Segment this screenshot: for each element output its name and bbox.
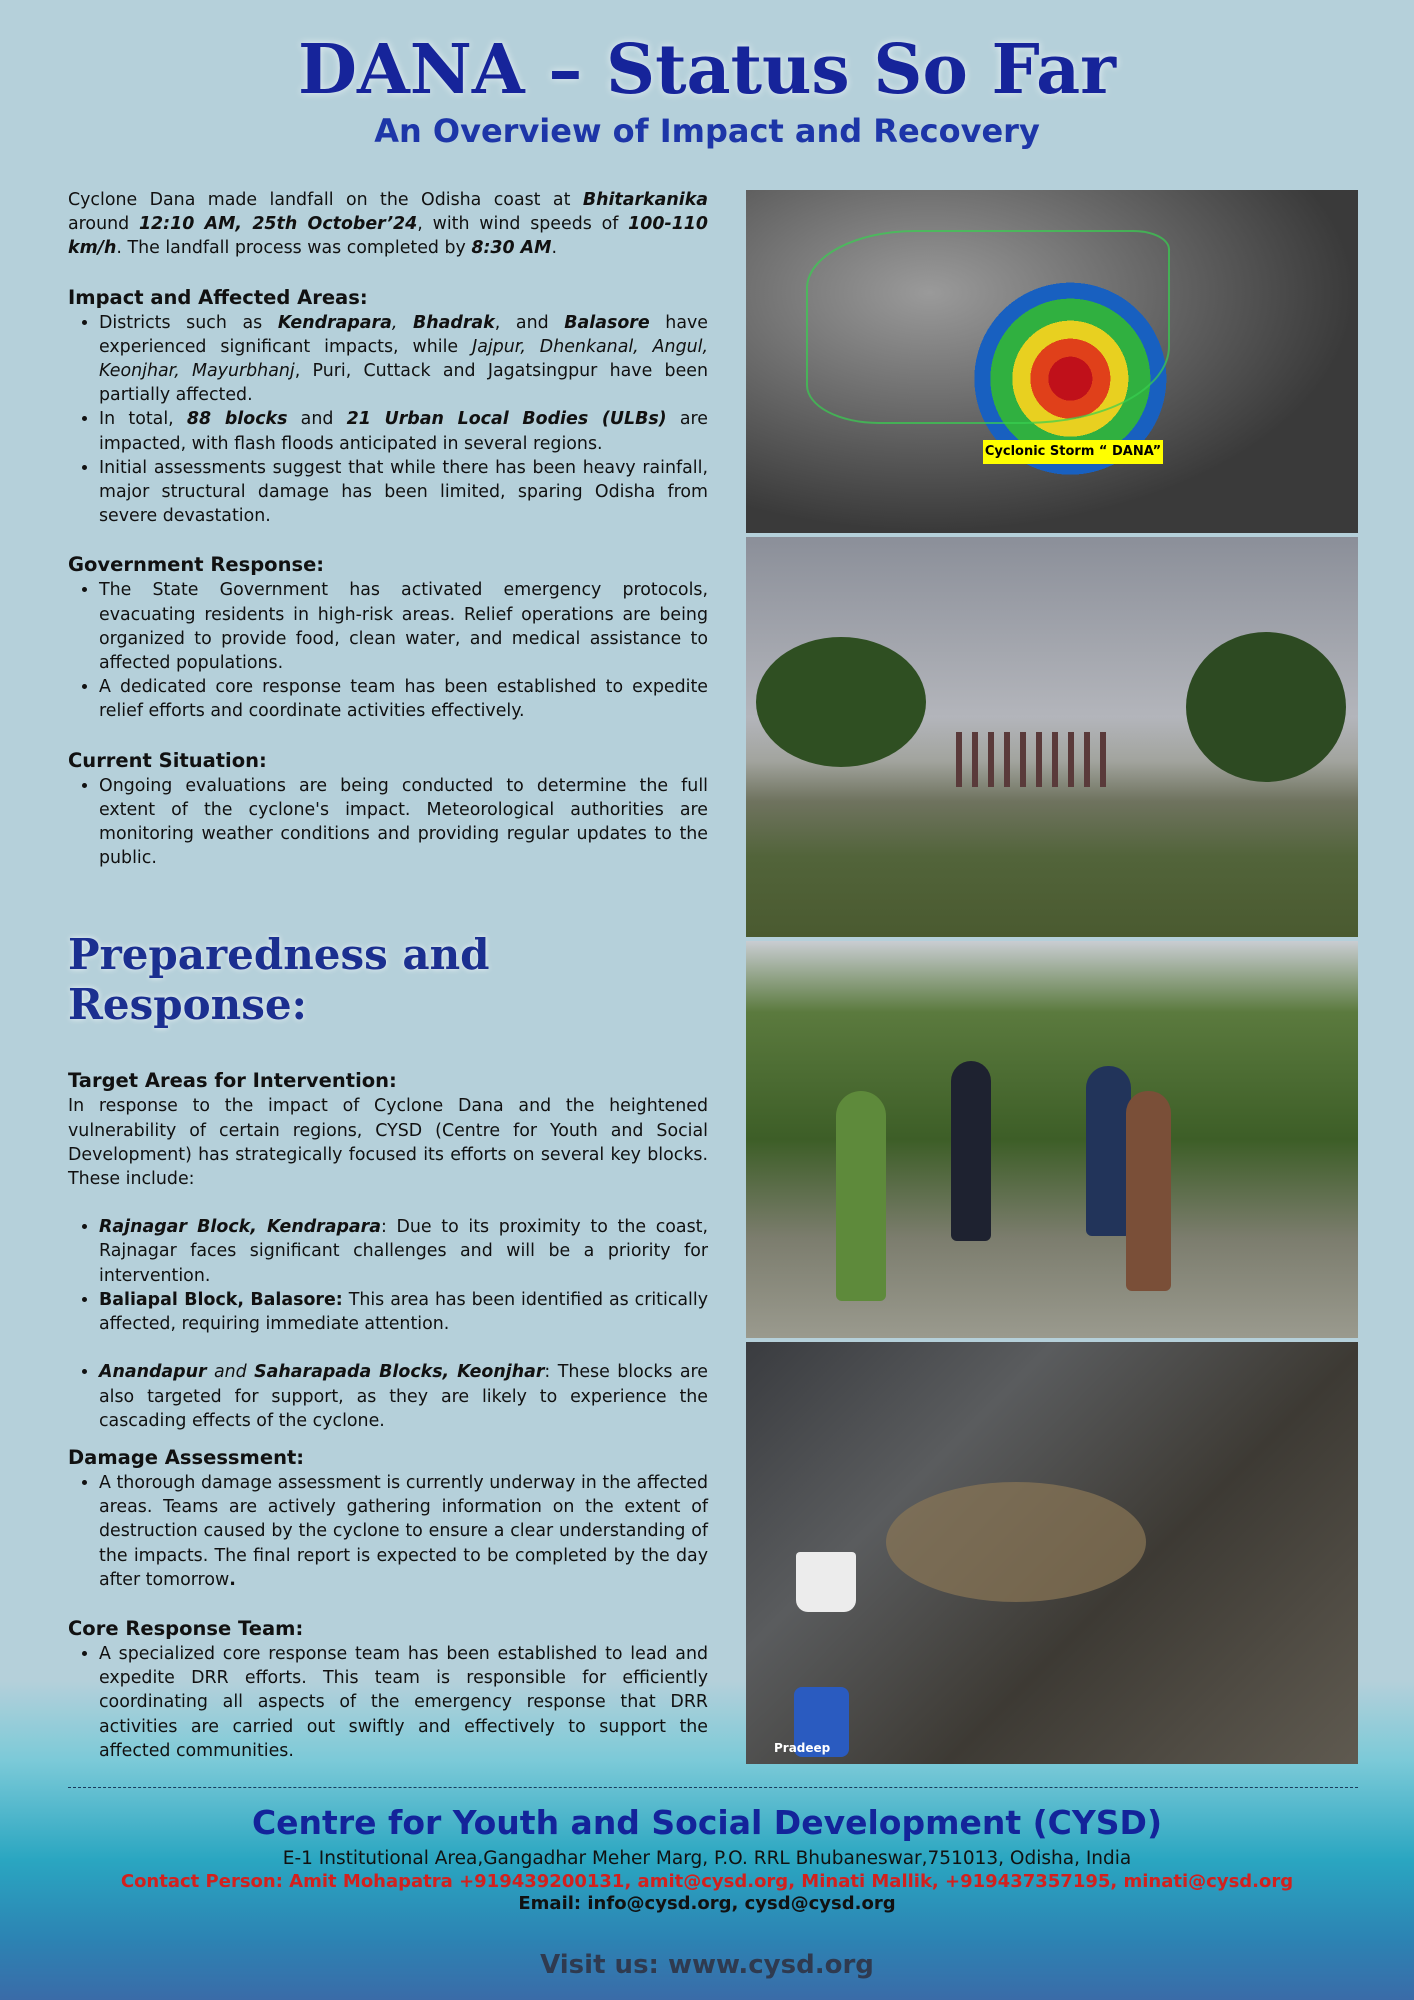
target-heading: Target Areas for Intervention: [68,1069,397,1093]
target-list [68,1215,708,1336]
person-shape [951,1061,991,1241]
photo-column [746,190,1358,1768]
list-item: • A specialized core response team has been established to lead and expedite DRR efforts. This team is responsible for efficiently coordinating all aspects of the emergency response that DRR activities are carried out swiftly and effectively to support the affected communities. [99,1642,708,1763]
organization-address: E-1 Institutional Area,Gangadhar Meher Marg, P.O. RRL Bhubaneswar,751013, Odisha, India [282,1848,1132,1869]
government-heading: Government Response: [68,553,325,577]
current-heading: Current Situation: [68,748,267,772]
website-line: Visit us: www.cysd.org [540,1950,874,1980]
current-list [68,774,708,871]
contact-line: Contact Person: Amit Mohapatra +919439200131, amit@cysd.org, Minati Mallik, +919437357195, minati@cysd.org [120,1871,1294,1892]
core-heading: Core Response Team: [68,1616,304,1640]
footer-divider [68,1787,1358,1788]
list-item: • The State Government has activated emergency protocols, evacuating residents in high-risk areas. Relief operations are being organized to provide food, clean water, and medical assistance to affected populations. [99,578,708,675]
satellite-image [746,190,1358,533]
list-item: • Initial assessments suggest that while there has been heavy rainfall, major structural damage has been limited, sparing Odisha from severe devastation. [99,456,708,529]
impact-list [68,311,708,529]
tree-shape [756,637,926,767]
email-line: Email: info@cysd.org, cysd@cysd.org [518,1893,896,1914]
left-column [68,188,708,1763]
list-item: • A dedicated core response team has been established to expedite relief efforts and coordinate activities effectively. [99,675,708,723]
posts-shape [956,732,1116,787]
damage-heading: Damage Assessment: [68,1445,305,1469]
target-list-2 [68,1360,708,1433]
impact-heading: Impact and Affected Areas: [68,285,368,309]
coastline-shape [806,230,1170,424]
fallen-trees-photo [746,941,1358,1338]
list-item: • A thorough damage assessment is currently underway in the affected areas. Teams are actively gathering information on the extent of destruction caused by the cyclone to ensure a clear understanding of the impacts. The final report is expected to be completed by the day after tomorrow. [99,1471,708,1592]
list-item: • Rajnagar Block, Kendrapara: Due to its proximity to the coast, Rajnagar faces significant challenges and will be a priority for intervention. [99,1215,708,1288]
list-item: • Baliapal Block, Balasore: This area has been identified as critically affected, requiring immediate attention. [99,1288,708,1336]
debris-shape [886,1482,1146,1602]
photo-credit: Pradeep [774,1741,831,1755]
damaged-house-photo [746,1342,1358,1764]
preparedness-title: Preparedness and Response: [68,930,490,1030]
page-subtitle: An Overview of Impact and Recovery [374,112,1040,150]
government-list [68,578,708,723]
person-shape [1086,1066,1131,1236]
bucket-shape [796,1552,856,1612]
intro-paragraph: Cyclone Dana made landfall on the Odisha coast at Bhitarkanika around 12:10 AM, 25th October’24, with wind speeds of 100-110 km/h. The landfall process was completed by 8:30 AM. [68,190,708,259]
cyclone-label: Cyclonic Storm “ DANA” [983,440,1163,464]
core-list [68,1642,708,1763]
page-title: DANA – Status So Far [298,30,1116,110]
list-item: • Ongoing evaluations are being conducted to determine the full extent of the cyclone's impact. Meteorological authorities are monitoring weather conditions and providing regular updates to the public. [99,774,708,871]
coast-damage-photo [746,537,1358,937]
list-item: • Anandapur and Saharapada Blocks, Keonjhar: These blocks are also targeted for support, as they are likely to experience the cascading effects of the cyclone. [99,1360,708,1433]
target-intro: In response to the impact of Cyclone Dana and the heightened vulnerability of certain regions, CYSD (Centre for Youth and Social Development) has strategically focused its efforts on several key blocks. These include: [68,1096,708,1190]
damage-list [68,1471,708,1592]
list-item: • In total, 88 blocks and 21 Urban Local Bodies (ULBs) are impacted, with flash floods anticipated in several regions. [99,407,708,455]
person-shape [1126,1091,1171,1291]
tree-shape [1186,632,1346,782]
list-item: • Districts such as Kendrapara, Bhadrak, and Balasore have experienced significant impacts, while Jajpur, Dhenkanal, Angul, Keonjhar, Mayurbhanj, Puri, Cuttack and Jagatsingpur have been partially affected. [99,311,708,408]
organization-name: Centre for Youth and Social Development (CYSD) [251,1803,1163,1842]
person-shape [836,1091,886,1301]
